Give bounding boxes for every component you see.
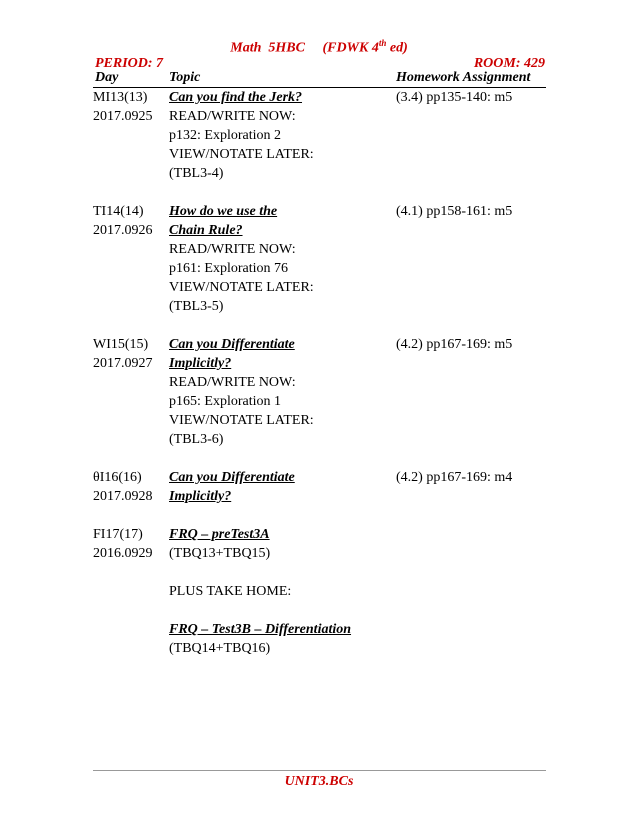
footer-label: UNIT3.BCs <box>284 774 354 789</box>
schedule-table <box>93 88 553 677</box>
column-header-day: Day <box>95 70 119 85</box>
topic-note: (TBL3-6) <box>169 432 224 447</box>
topic-title: Chain Rule? <box>169 223 243 238</box>
homework-cell: (4.2) pp167-169: m5 <box>396 337 513 352</box>
topic-note: p165: Exploration 1 <box>169 394 281 409</box>
topic-note: (TBL3-5) <box>169 299 224 314</box>
day-code: θI16(16) <box>93 470 142 485</box>
topic-cell <box>169 335 396 449</box>
title-main: Math 5HBC (FDWK 4 <box>230 40 379 56</box>
room-label: ROOM: 429 <box>473 56 545 71</box>
topic-title: Can you Differentiate <box>169 337 295 352</box>
day-code: MI13(13) <box>93 90 148 105</box>
topic-note: (TBQ13+TBQ15) <box>169 546 271 561</box>
topic-title: Can you find the Jerk? <box>169 90 303 105</box>
take-home-label: PLUS TAKE HOME: <box>169 584 292 599</box>
topic-cell <box>169 525 396 658</box>
schedule-row <box>93 202 553 316</box>
topic-note: p161: Exploration 76 <box>169 261 288 276</box>
topic-note: VIEW/NOTATE LATER: <box>169 413 314 428</box>
day-code: TI14(14) <box>93 204 144 219</box>
homework-cell: (4.2) pp167-169: m4 <box>396 470 513 485</box>
day-date: 2017.0925 <box>93 109 153 124</box>
day-date: 2016.0929 <box>93 546 153 561</box>
topic-note: READ/WRITE NOW: <box>169 375 296 390</box>
topic-cell <box>169 88 396 183</box>
schedule-row <box>93 525 553 658</box>
day-date: 2017.0928 <box>93 489 153 504</box>
day-cell <box>93 335 169 449</box>
spacer <box>169 601 396 620</box>
title-end: ed) <box>386 40 408 56</box>
homework-cell: (3.4) pp135-140: m5 <box>396 90 513 105</box>
footer-divider <box>93 770 546 771</box>
day-date: 2017.0926 <box>93 223 153 238</box>
topic-note: READ/WRITE NOW: <box>169 242 296 257</box>
topic-note: READ/WRITE NOW: <box>169 109 296 124</box>
period-label: PERIOD: 7 <box>95 56 164 71</box>
topic-cell <box>169 468 396 506</box>
column-header-homework: Homework Assignment <box>396 70 531 85</box>
column-header-topic: Topic <box>169 70 201 85</box>
day-cell <box>93 525 169 658</box>
topic-note: (TBQ14+TBQ16) <box>169 641 271 656</box>
day-date: 2017.0927 <box>93 356 153 371</box>
spacer <box>169 563 396 582</box>
topic-note: VIEW/NOTATE LATER: <box>169 147 314 162</box>
schedule-row <box>93 335 553 449</box>
topic-note: p132: Exploration 2 <box>169 128 281 143</box>
homework-cell <box>396 525 553 658</box>
day-cell <box>93 88 169 183</box>
day-code: FI17(17) <box>93 527 143 542</box>
topic-note: VIEW/NOTATE LATER: <box>169 280 314 295</box>
topic-title: How do we use the <box>169 204 278 219</box>
topic-note: (TBL3-4) <box>169 166 224 181</box>
topic-title: Implicitly? <box>169 489 232 504</box>
title-superscript: th <box>378 38 387 48</box>
topic-title: FRQ – preTest3A <box>169 527 270 542</box>
homework-cell: (4.1) pp158-161: m5 <box>396 204 513 219</box>
schedule-row <box>93 88 553 183</box>
day-cell <box>93 202 169 316</box>
day-cell <box>93 468 169 506</box>
topic-title: Implicitly? <box>169 356 232 371</box>
day-code: WI15(15) <box>93 337 149 352</box>
schedule-row <box>93 468 553 506</box>
topic-title: FRQ – Test3B – Differentiation <box>169 622 352 637</box>
document-title <box>0 38 638 57</box>
topic-title: Can you Differentiate <box>169 470 295 485</box>
topic-cell <box>169 202 396 316</box>
